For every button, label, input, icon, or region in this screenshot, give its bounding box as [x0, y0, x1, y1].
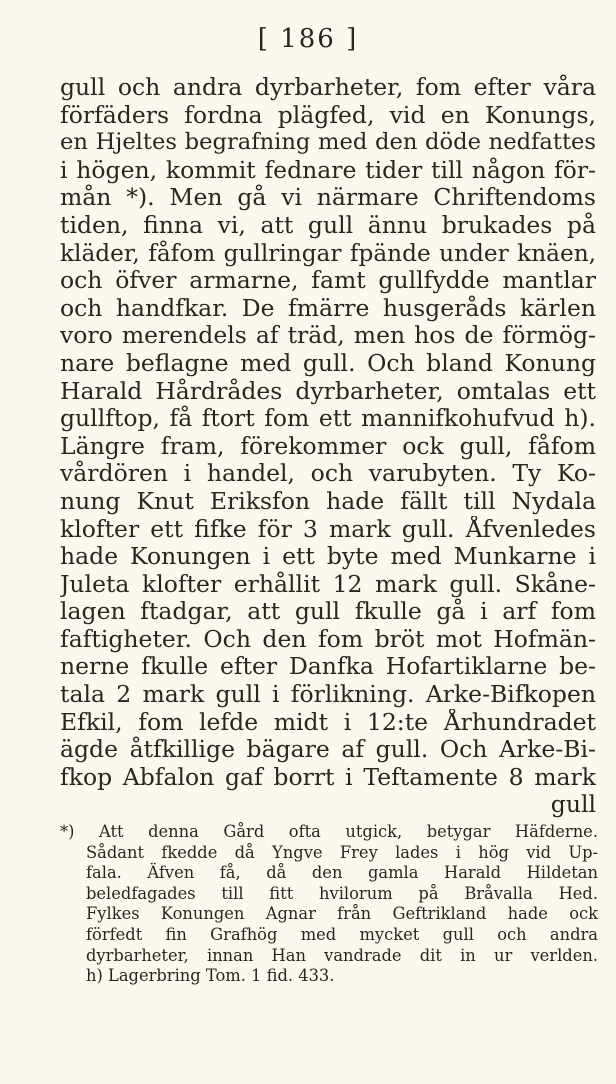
body-line: tala 2 mark gull i förlikning. Arke-Bifkopen — [60, 681, 596, 709]
body-line: mån *). Men gå vi närmare Chriftendoms — [60, 184, 596, 212]
footnote-line: Sådant fkedde då Yngve Frey lades i hög vid Up- — [86, 842, 598, 862]
footnote-reference: h) Lagerbring Tom. 1 fid. 433. — [86, 966, 335, 986]
body-line: och handfkar. De fmärre husgeråds kärlen — [60, 294, 596, 322]
body-line: Längre fram, förekommer ock gull, fåfom — [60, 432, 596, 460]
footnote-line: förfedt fin Grafhög med mycket gull och andra — [86, 924, 598, 944]
footnote-line: beledfagades till fitt hvilorum på Bråvalla Hed. — [86, 883, 598, 903]
body-line: klofter ett fifke för 3 mark gull. Åfvenledes — [60, 515, 596, 543]
body-line: faftigheter. Och den fom bröt mot Hofmän- — [60, 625, 596, 653]
body-line: gull och andra dyrbarheter, fom efter våra — [60, 74, 596, 101]
body-line: kläder, fåfom gullringar fpände under knäen, — [60, 239, 596, 267]
body-line: Juleta klofter erhållit 12 mark gull. Skåne- — [60, 570, 596, 598]
body-line: gullftop, få ftort fom ett mannifkohufvud h). — [60, 405, 596, 433]
body-line: en Hjeltes begrafning med den döde nedfattes — [60, 129, 596, 156]
body-line: nerne fkulle efter Danfka Hofartiklarne be- — [60, 653, 596, 681]
footnote-line: *) Att denna Gård ofta utgick, betygar Häfderne. — [60, 822, 598, 841]
body-text — [60, 74, 596, 819]
body-line: Harald Hårdrådes dyrbarheter, omtalas ett — [60, 377, 596, 405]
catchword: gull — [550, 791, 596, 819]
body-line: Efkil, fom lefde midt i 12:te Århundradet — [60, 708, 596, 736]
body-line: nung Knut Eriksfon hade fällt till Nydala — [60, 487, 596, 515]
footnotes — [60, 822, 598, 987]
body-line: vårdören i handel, och varubyten. Ty Ko- — [60, 460, 596, 488]
body-line: i högen, kommit fednare tider till någon för- — [60, 156, 596, 184]
footnote-line: Fylkes Konungen Agnar från Geftrikland hade ock — [86, 904, 598, 924]
body-line: lagen ftadgar, att gull fkulle gå i arf fom — [60, 598, 596, 626]
body-line: fkop Abfalon gaf borrt i Teftamente 8 mark — [60, 763, 596, 791]
body-line: ägde åtfkillige bägare af gull. Och Arke-Bi- — [60, 736, 596, 764]
body-line: hade Konungen i ett byte med Munkarne i — [60, 543, 596, 571]
body-line: och öfver armarne, famt gullfydde mantlar — [60, 267, 596, 295]
page-number: [ 186 ] — [257, 24, 359, 54]
body-line: tiden, finna vi, att gull ännu brukades på — [60, 211, 596, 239]
body-line: nare beflagne med gull. Och bland Konung — [60, 349, 596, 377]
footnote-line: fala. Äfven få, då den gamla Harald Hildetan — [86, 863, 598, 883]
footnote-line: dyrbarheter, innan Han vandrade dit in ur verlden. — [86, 945, 598, 965]
body-line: voro merendels af träd, men hos de förmög- — [60, 322, 596, 350]
body-line: förfäders fordna plägfed, vid en Konungs, — [60, 101, 596, 129]
